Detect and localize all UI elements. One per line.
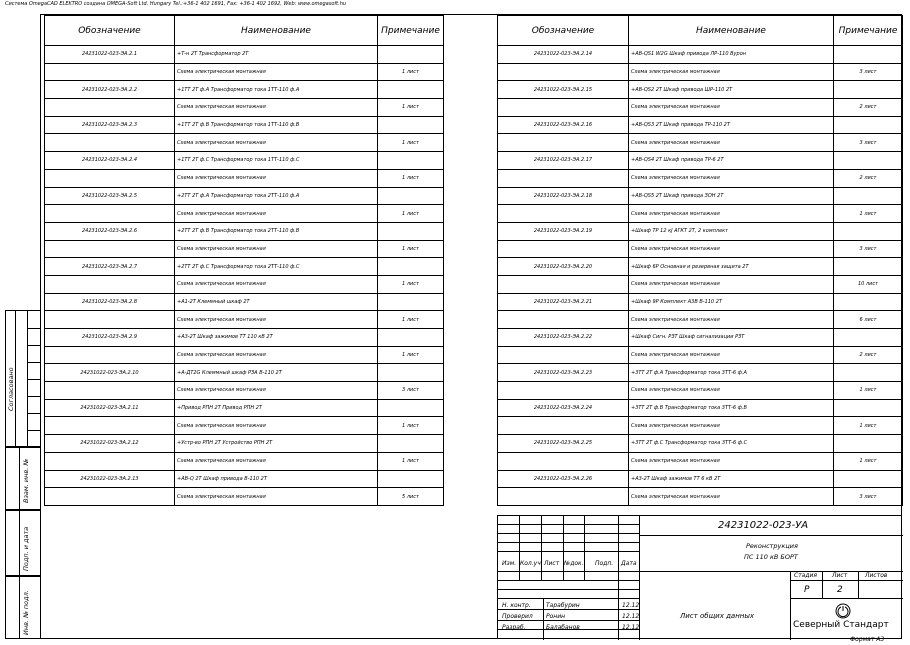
designation-cell: [498, 99, 629, 117]
table-row: [498, 275, 903, 293]
project-line-2: ПС 110 кВ БОРТ: [744, 553, 798, 561]
name-cell: Схема электрическая монтажная: [629, 488, 834, 506]
name-cell: +3ТТ 2Т ф.А Трансформатор тока 3ТТ-6 ф.А: [629, 364, 834, 382]
note-cell: [834, 329, 903, 347]
name-cell: Схема электрическая монтажная: [175, 452, 378, 470]
note-cell: [834, 470, 903, 488]
table-row: [45, 452, 444, 470]
note-cell: 1 лист: [378, 205, 444, 223]
designation-cell: 24231022-023-ЭА.2.25: [498, 435, 629, 453]
name-checked: Ронин: [546, 613, 566, 620]
table-row: [498, 293, 903, 311]
col-header-izm: Изм.: [502, 560, 517, 567]
side-label-agreed: Согласовано: [7, 367, 15, 411]
name-cell: Схема электрическая монтажная: [629, 205, 834, 223]
designation-cell: 24231022-023-ЭА.2.20: [498, 258, 629, 276]
name-cell: +Устр-во РПН 2Т Устройство РПН 2Т: [175, 435, 378, 453]
name-cell: +Привод РПН 2Т Привод РПН 2Т: [175, 399, 378, 417]
table-row: [498, 169, 903, 187]
designation-cell: [498, 205, 629, 223]
table-row: [45, 293, 444, 311]
name-cell: Схема электрическая монтажная: [175, 169, 378, 187]
name-cell: Схема электрическая монтажная: [175, 99, 378, 117]
name-cell: +АВ-QS2 2Т Шкаф привода ШР-110 2Т: [629, 81, 834, 99]
table-row: [498, 329, 903, 347]
spec-table-right: [497, 15, 903, 506]
note-cell: [834, 364, 903, 382]
name-cell: +Шкаф 6Р Основная и резервная защита 2Т: [629, 258, 834, 276]
note-cell: 2 лист: [834, 346, 903, 364]
designation-cell: 24231022-023-ЭА.2.3: [45, 116, 175, 134]
note-cell: [834, 46, 903, 64]
table-row: [498, 134, 903, 152]
name-cell: Схема электрическая монтажная: [175, 488, 378, 506]
note-cell: [378, 329, 444, 347]
table-row: [45, 435, 444, 453]
designation-cell: 24231022-023-ЭА.2.17: [498, 152, 629, 170]
col-header-koluch: Кол.уч: [520, 560, 541, 567]
side-stamp-inv-repl: [5, 447, 41, 510]
table-row: [45, 275, 444, 293]
name-cell: Схема электрическая монтажная: [629, 452, 834, 470]
designation-cell: 24231022-023-ЭА.2.2: [45, 81, 175, 99]
name-cell: Схема электрическая монтажная: [629, 382, 834, 400]
name-developed: Балабанов: [546, 624, 580, 631]
name-nkontr: Тарабурин: [546, 602, 580, 609]
designation-cell: [498, 382, 629, 400]
note-cell: 5 лист: [378, 488, 444, 506]
name-cell: Схема электрическая монтажная: [175, 382, 378, 400]
name-cell: Схема электрическая монтажная: [175, 205, 378, 223]
col-header-note: Примечание: [378, 16, 444, 46]
designation-cell: 24231022-023-ЭА.2.22: [498, 329, 629, 347]
doc-code: 24231022-023-УА: [718, 520, 809, 531]
name-cell: +2ТТ 2Т ф.А Трансформатор тока 2ТТ-110 ф.А: [175, 187, 378, 205]
name-cell: +1ТТ 2Т ф.С Трансформатор тока 1ТТ-110 ф.С: [175, 152, 378, 170]
name-cell: +АВ-QS1 W2G Шкаф привода ЛР-110 Вурон: [629, 46, 834, 64]
table-row: [498, 364, 903, 382]
table-row: [45, 99, 444, 117]
col-header-date: Дата: [621, 560, 637, 567]
note-cell: 1 лист: [834, 417, 903, 435]
name-cell: +Шкаф 9Р Комплект А3В В-110 2Т: [629, 293, 834, 311]
designation-cell: 24231022-023-ЭА.2.18: [498, 187, 629, 205]
note-cell: 1 лист: [834, 205, 903, 223]
note-cell: [378, 116, 444, 134]
role-developed: Разраб.: [502, 624, 526, 631]
table-row: [45, 417, 444, 435]
designation-cell: [45, 346, 175, 364]
designation-cell: [498, 275, 629, 293]
table-row: [45, 329, 444, 347]
note-cell: 1 лист: [378, 311, 444, 329]
designation-cell: 24231022-023-ЭА.2.11: [45, 399, 175, 417]
table-row: [498, 222, 903, 240]
table-row: [45, 63, 444, 81]
name-cell: Схема электрическая монтажная: [175, 311, 378, 329]
designation-cell: 24231022-023-ЭА.2.24: [498, 399, 629, 417]
note-cell: [378, 258, 444, 276]
side-stamp-inv-orig: [5, 576, 41, 639]
designation-cell: 24231022-023-ЭА.2.8: [45, 293, 175, 311]
designation-cell: 24231022-023-ЭА.2.14: [498, 46, 629, 64]
company-logo: [835, 603, 851, 619]
table-row: [45, 258, 444, 276]
designation-cell: [45, 169, 175, 187]
side-stamp-sign-date: [5, 510, 41, 576]
table-row: [498, 240, 903, 258]
table-row: [498, 346, 903, 364]
role-nkontr: Н. контр.: [502, 602, 531, 609]
name-cell: +1ТТ 2Т ф.В Трансформатор тока 1ТТ-110 ф.В: [175, 116, 378, 134]
stage-label: Стадия: [794, 572, 818, 579]
name-cell: +2ТТ 2Т ф.С Трансформатор тока 2ТТ-110 ф.С: [175, 258, 378, 276]
name-cell: Схема электрическая монтажная: [175, 275, 378, 293]
designation-cell: 24231022-023-ЭА.2.9: [45, 329, 175, 347]
note-cell: [834, 258, 903, 276]
note-cell: 1 лист: [378, 169, 444, 187]
table-row: [45, 346, 444, 364]
note-cell: 1 лист: [378, 452, 444, 470]
note-cell: 10 лист: [834, 275, 903, 293]
table-row: [45, 134, 444, 152]
name-cell: +А3-2Т Шкаф зажимов ТТ 6 кВ 2Т: [629, 470, 834, 488]
note-cell: 2 лист: [834, 169, 903, 187]
note-cell: 6 лист: [834, 311, 903, 329]
side-stamp-agreed: [5, 310, 41, 447]
note-cell: [378, 187, 444, 205]
table-row: [45, 205, 444, 223]
name-cell: Схема электрическая монтажная: [175, 63, 378, 81]
table-row: [498, 435, 903, 453]
note-cell: [834, 399, 903, 417]
name-cell: +АВ-QS5 2Т Шкаф привода ЗОН 2Т: [629, 187, 834, 205]
designation-cell: 24231022-023-ЭА.2.6: [45, 222, 175, 240]
col-header-name: Наименование: [175, 16, 378, 46]
name-cell: +1ТТ 2Т ф.А Трансформатор тока 1ТТ-110 ф.А: [175, 81, 378, 99]
table-row: [498, 311, 903, 329]
name-cell: +А-ДТ2G Клеммный шкаф РЗА В-110 2Т: [175, 364, 378, 382]
designation-cell: [45, 205, 175, 223]
note-cell: 1 лист: [378, 134, 444, 152]
designation-cell: [45, 452, 175, 470]
table-row: [45, 187, 444, 205]
side-label-inv-orig: Инв. № подл.: [22, 590, 30, 635]
table-row: [498, 417, 903, 435]
note-cell: [378, 222, 444, 240]
note-cell: [378, 435, 444, 453]
table-row: [498, 452, 903, 470]
designation-cell: 24231022-023-ЭА.2.19: [498, 222, 629, 240]
note-cell: [834, 293, 903, 311]
table-row: [498, 81, 903, 99]
table-row: [45, 169, 444, 187]
name-cell: Схема электрическая монтажная: [629, 63, 834, 81]
designation-cell: [45, 134, 175, 152]
table-row: [498, 152, 903, 170]
note-cell: [378, 81, 444, 99]
sheet-value: 2: [837, 585, 843, 595]
designation-cell: [45, 275, 175, 293]
designation-cell: [45, 382, 175, 400]
sheet-title: Лист общих данных: [680, 612, 755, 620]
table-row: [45, 222, 444, 240]
name-cell: +А3-2Т Шкаф зажимов ТТ 110 кВ 2Т: [175, 329, 378, 347]
name-cell: +Шкаф Сигн. РЗТ Шкаф сигнализации РЗТ: [629, 329, 834, 347]
note-cell: 3 лист: [834, 488, 903, 506]
name-cell: +Шкаф ТР 12 кJ АГКТ 2Т, 2 комплект: [629, 222, 834, 240]
note-cell: [834, 435, 903, 453]
name-cell: Схема электрическая монтажная: [629, 99, 834, 117]
name-cell: +Т-н 2Т Трансформатор 2Т: [175, 46, 378, 64]
note-cell: [378, 293, 444, 311]
table-row: [498, 382, 903, 400]
name-cell: +АВ-Q 2Т Шкаф привода В-110 2Т: [175, 470, 378, 488]
designation-cell: [498, 346, 629, 364]
designation-cell: [498, 134, 629, 152]
table-row: [498, 63, 903, 81]
note-cell: [834, 152, 903, 170]
date-developed: 12.12: [622, 624, 640, 631]
table-row: [45, 152, 444, 170]
note-cell: 3 лист: [834, 240, 903, 258]
col-header-sign: Подп.: [595, 560, 614, 567]
designation-cell: 24231022-023-ЭА.2.16: [498, 116, 629, 134]
table-row: [45, 46, 444, 64]
name-cell: +3ТТ 2Т ф.В Трансформатор тока 3ТТ-6 ф.В: [629, 399, 834, 417]
name-cell: Схема электрическая монтажная: [175, 134, 378, 152]
designation-cell: 24231022-023-ЭА.2.15: [498, 81, 629, 99]
stage-value: Р: [804, 585, 810, 595]
spec-table-left: [44, 15, 444, 506]
table-row: [45, 116, 444, 134]
note-cell: 1 лист: [378, 240, 444, 258]
name-cell: Схема электрическая монтажная: [629, 275, 834, 293]
designation-cell: 24231022-023-ЭА.2.10: [45, 364, 175, 382]
table-row: [45, 488, 444, 506]
table-row: [45, 399, 444, 417]
sheets-label: Листов: [865, 572, 888, 579]
col-header-name: Наименование: [629, 16, 834, 46]
designation-cell: 24231022-023-ЭА.2.4: [45, 152, 175, 170]
name-cell: Схема электрическая монтажная: [629, 417, 834, 435]
date-checked: 12.12: [622, 613, 640, 620]
col-header-designation: Обозначение: [45, 16, 175, 46]
table-row: [45, 81, 444, 99]
note-cell: [378, 364, 444, 382]
name-cell: Схема электрическая монтажная: [175, 240, 378, 258]
name-cell: Схема электрическая монтажная: [629, 169, 834, 187]
note-cell: 1 лист: [378, 417, 444, 435]
name-cell: Схема электрическая монтажная: [629, 311, 834, 329]
designation-cell: [45, 99, 175, 117]
system-header: Системa OmegaCAD ELEKTRO создана OMEGA-Soft Ltd. Hungary Tel.:+36-1 402 1691, Fax: +36-1 402 1692, Web: www.omegasoft.hu: [5, 1, 347, 7]
note-cell: 1 лист: [378, 275, 444, 293]
designation-cell: 24231022-023-ЭА.2.21: [498, 293, 629, 311]
table-row: [498, 470, 903, 488]
side-label-sign-date: Подп. и дата: [22, 526, 30, 571]
note-cell: [834, 187, 903, 205]
designation-cell: 24231022-023-ЭА.2.23: [498, 364, 629, 382]
table-row: [498, 116, 903, 134]
designation-cell: 24231022-023-ЭА.2.7: [45, 258, 175, 276]
note-cell: 1 лист: [378, 63, 444, 81]
name-cell: Схема электрическая монтажная: [629, 240, 834, 258]
note-cell: [834, 222, 903, 240]
note-cell: [378, 399, 444, 417]
designation-cell: [498, 63, 629, 81]
name-cell: Схема электрическая монтажная: [629, 346, 834, 364]
designation-cell: [45, 311, 175, 329]
table-row: [498, 399, 903, 417]
note-cell: 3 лист: [834, 63, 903, 81]
name-cell: +АВ-QS4 2Т Шкаф привода ТР-6 2Т: [629, 152, 834, 170]
designation-cell: [45, 417, 175, 435]
note-cell: 3 лист: [378, 382, 444, 400]
designation-cell: 24231022-023-ЭА.2.5: [45, 187, 175, 205]
note-cell: 1 лист: [378, 99, 444, 117]
table-row: [498, 187, 903, 205]
role-checked: Проверил: [502, 613, 533, 620]
designation-cell: 24231022-023-ЭА.2.13: [45, 470, 175, 488]
table-row: [498, 205, 903, 223]
sheet-label: Лист: [832, 572, 848, 579]
designation-cell: [498, 488, 629, 506]
name-cell: +А1-2Т Клеммный шкаф 2Т: [175, 293, 378, 311]
title-block: [497, 515, 902, 639]
date-nkontr: 12.12: [622, 602, 640, 609]
designation-cell: [498, 417, 629, 435]
col-header-list: Лист: [544, 560, 560, 567]
designation-cell: 24231022-023-ЭА.2.26: [498, 470, 629, 488]
name-cell: Схема электрическая монтажная: [629, 134, 834, 152]
note-cell: [378, 152, 444, 170]
note-cell: 2 лист: [834, 99, 903, 117]
name-cell: Схема электрическая монтажная: [175, 417, 378, 435]
table-row: [45, 470, 444, 488]
designation-cell: [498, 240, 629, 258]
note-cell: [378, 470, 444, 488]
designation-cell: [45, 488, 175, 506]
designation-cell: [45, 63, 175, 81]
name-cell: Схема электрическая монтажная: [175, 346, 378, 364]
table-row: [45, 364, 444, 382]
table-row: [498, 488, 903, 506]
designation-cell: [45, 240, 175, 258]
table-row: [45, 240, 444, 258]
note-cell: 1 лист: [378, 346, 444, 364]
table-row: [498, 99, 903, 117]
note-cell: [834, 116, 903, 134]
name-cell: +3ТТ 2Т ф.С Трансформатор тока 3ТТ-6 ф.С: [629, 435, 834, 453]
designation-cell: [498, 169, 629, 187]
note-cell: [834, 81, 903, 99]
side-label-inv-repl: Взам. инв. №: [22, 458, 30, 503]
designation-cell: [498, 311, 629, 329]
designation-cell: 24231022-023-ЭА.2.12: [45, 435, 175, 453]
note-cell: [378, 46, 444, 64]
col-header-doc: №док.: [564, 560, 584, 567]
designation-cell: [498, 452, 629, 470]
note-cell: 1 лист: [834, 382, 903, 400]
table-row: [45, 382, 444, 400]
col-header-note: Примечание: [834, 16, 903, 46]
format-label: Формат А3: [850, 636, 885, 643]
col-header-designation: Обозначение: [498, 16, 629, 46]
table-row: [498, 258, 903, 276]
table-row: [498, 46, 903, 64]
company-name: Северный Стандарт: [793, 620, 889, 630]
name-cell: +АВ-QS3 2Т Шкаф привода ТР-110 2Т: [629, 116, 834, 134]
designation-cell: 24231022-023-ЭА.2.1: [45, 46, 175, 64]
note-cell: 3 лист: [834, 134, 903, 152]
note-cell: 1 лист: [834, 452, 903, 470]
project-line-1: Реконструкция: [746, 542, 798, 550]
table-row: [45, 311, 444, 329]
name-cell: +2ТТ 2Т ф.В Трансформатор тока 2ТТ-110 ф.В: [175, 222, 378, 240]
